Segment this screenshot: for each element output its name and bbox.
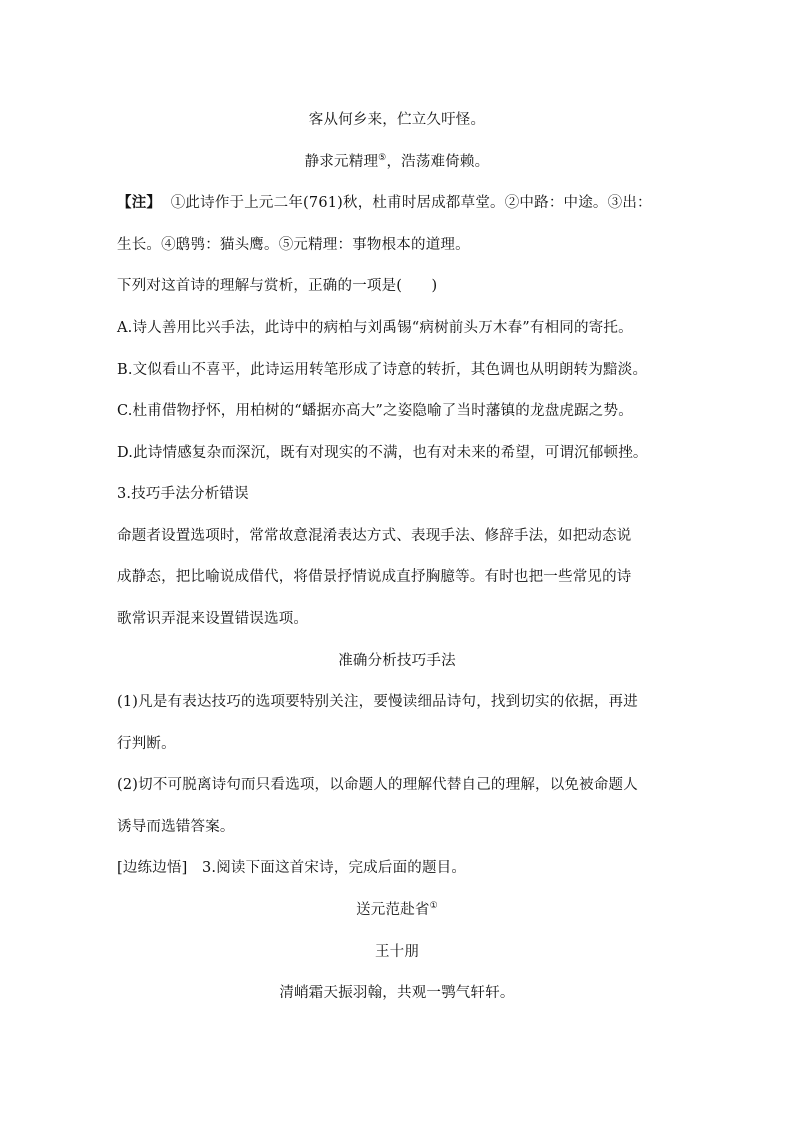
option-c: C.杜甫借物抒怀，用柏树的“蟠据亦高大”之姿隐喻了当时藩镇的龙盘虎踞之势。: [117, 403, 633, 419]
practice-tag: [边练边悟]: [117, 860, 188, 876]
poem-line-text: 静求元精理: [304, 154, 379, 170]
footnote-marker: ①: [429, 901, 438, 911]
poem-line: 清峭霜天振羽翰，共观一鹗气轩轩。: [279, 985, 515, 1001]
note-tag: 【注】: [117, 194, 162, 211]
poem-title: [0, 900, 794, 920]
option-d: D.此诗情感复杂而深沉，既有对现实的不满，也有对未来的希望，可谓沉郁顿挫。: [117, 445, 648, 461]
option-b: B.文似看山不喜平，此诗运用转笔形成了诗意的转折，其色调也从明朗转为黯淡。: [117, 362, 648, 378]
method-title: 准确分析技巧手法: [338, 653, 456, 669]
paragraph-line: 歌常识弄混来设置错误选项。: [117, 611, 309, 627]
poem-title-text: 送元范赴省: [356, 902, 430, 918]
question-stem: 下列对这首诗的理解与赏析，正确的一项是( ): [117, 278, 438, 294]
note-line: [117, 193, 682, 213]
method-item-line: (2)切不可脱离诗句而只看选项，以命题人的理解代替自己的理解，以免被命题人: [117, 777, 638, 793]
practice-text: 3.阅读下面这首宋诗，完成后面的题目。: [201, 860, 467, 876]
paragraph-line: 命题者设置选项时，常常故意混淆表达方式、表现手法、修辞手法，如把动态说: [117, 528, 632, 544]
practice-line: [117, 858, 682, 878]
footnote-marker: ⑤: [378, 153, 387, 163]
poem-line: [0, 152, 794, 172]
method-item-line: (1)凡是有表达技巧的选项要特别关注，要慢读细品诗句，找到切实的依据，再进: [117, 694, 638, 710]
method-item-line: 行判断。: [117, 736, 176, 752]
paragraph-line: 成静态，把比喻说成借代，将借景抒情说成直抒胸臆等。有时也把一些常见的诗: [117, 569, 632, 585]
poem-author: 王十朋: [374, 944, 420, 960]
option-a: A.诗人善用比兴手法，此诗中的病柏与刘禹锡“病树前头万木春”有相同的寄托。: [117, 320, 633, 336]
note-text: ①此诗作于上元二年(761)秋，杜甫时居成都草堂。②中路：中途。③出：: [170, 195, 652, 211]
method-item-line: 诱导而选错答案。: [117, 819, 235, 835]
poem-line-text: ，浩荡难倚赖。: [386, 154, 490, 170]
poem-line: 客从何乡来，伫立久吁怪。: [308, 112, 486, 128]
note-line: 生长。④鸱鸮：猫头鹰。⑤元精理：事物根本的道理。: [117, 237, 470, 253]
section-heading: 3.技巧手法分析错误: [117, 486, 249, 502]
